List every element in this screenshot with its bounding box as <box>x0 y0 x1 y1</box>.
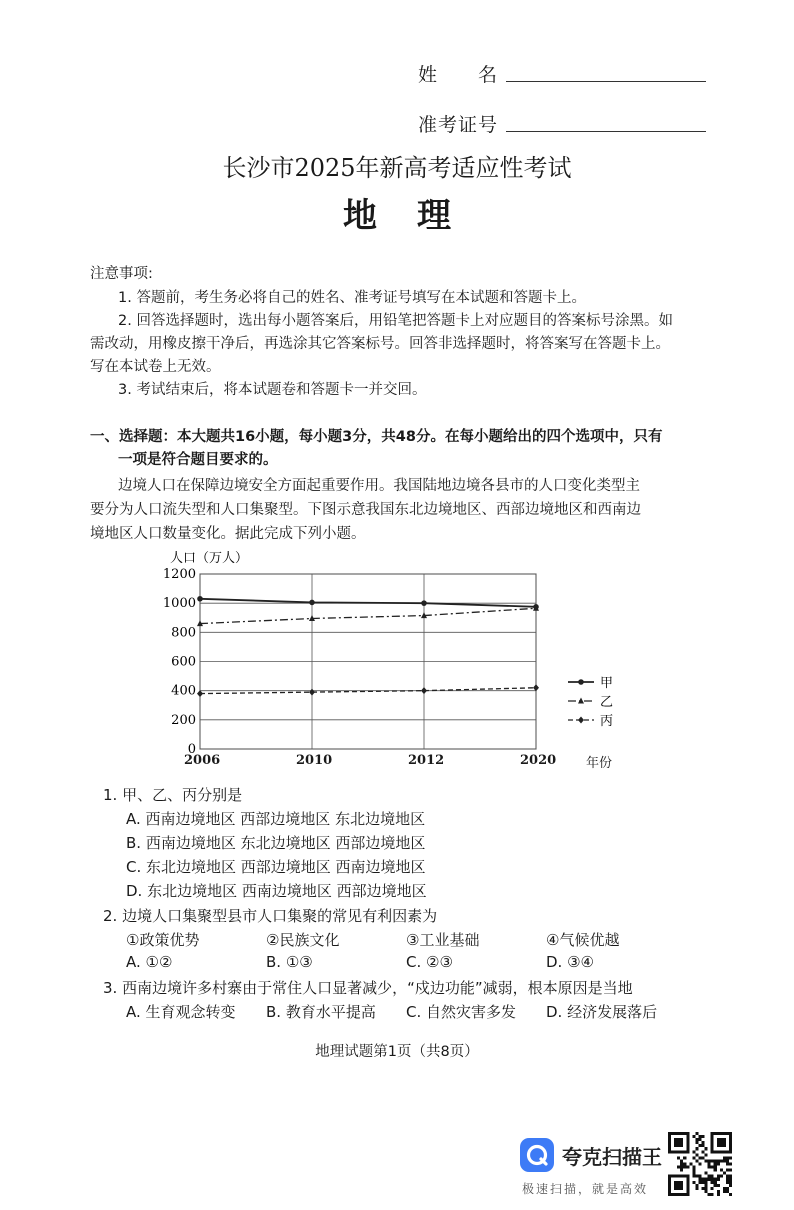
section-heading-line-2: 一项是符合题目要求的。 <box>118 452 278 468</box>
page-footer: 地理试题第1页（共8页） <box>315 1044 479 1060</box>
chart-series-line-2 <box>200 608 536 623</box>
q2-option-a: A. ①② <box>126 953 173 971</box>
watermark-slogan: 极速扫描，就是高效 <box>522 1182 649 1196</box>
population-chart <box>150 540 630 775</box>
chart-point <box>309 689 315 696</box>
q3-option-b: B. 教育水平提高 <box>266 1003 376 1021</box>
q1-option-a: A. 西南边境地区 西部边境地区 东北边境地区 <box>126 810 426 828</box>
q1-option-d: D. 东北边境地区 西南边境地区 西部边境地区 <box>126 882 427 900</box>
q2-factor-4: ④气候优越 <box>546 931 620 949</box>
chart-y-ticks <box>163 567 196 757</box>
chart-point <box>309 600 315 606</box>
q2-option-c: C. ②③ <box>406 953 453 971</box>
notice-line-4: 写在本试卷上无效。 <box>90 359 221 375</box>
watermark-brand: 夸克扫描王 <box>562 1145 662 1169</box>
chart-legend-label: 丙 <box>600 714 614 729</box>
q2-factor-1: ①政策优势 <box>126 931 200 949</box>
chart-legend-marker <box>578 698 584 704</box>
section-heading-line-1: 一、选择题：本大题共16小题，每小题3分，共48分。在每小题给出的四个选项中，只有 <box>90 429 663 445</box>
chart-x-tick-label: 2006 <box>184 753 221 768</box>
q3-option-a: A. 生育观念转变 <box>126 1003 236 1021</box>
chart-point <box>197 596 203 602</box>
name-underline <box>506 81 706 82</box>
chart-legend <box>568 676 613 729</box>
chart-x-tick-label: 2020 <box>520 753 557 768</box>
chart-x-tick-label: 2012 <box>408 753 445 768</box>
chart-legend-label: 甲 <box>600 676 614 691</box>
id-label: 准考证号 <box>418 114 499 136</box>
chart-point <box>421 687 427 694</box>
chart-y-tick-label: 400 <box>171 683 196 699</box>
q3-option-c: C. 自然灾害多发 <box>406 1003 517 1021</box>
chart-legend-label: 乙 <box>600 695 614 710</box>
q3-option-d: D. 经济发展落后 <box>546 1003 658 1021</box>
chart-legend-marker <box>578 717 584 724</box>
notice-line-2: 2. 回答选择题时，选出每小题答案后，用铅笔把答题卡上对应题目的答案标号涂黑。如 <box>118 313 673 329</box>
q1-stem: 1. 甲、乙、丙分别是 <box>103 786 243 804</box>
chart-x-tick-label: 2010 <box>296 753 333 768</box>
notice-line-1: 1. 答题前，考生务必将自己的姓名、准考证号填写在本试题和答题卡上。 <box>118 290 586 306</box>
scanner-logo-icon <box>520 1138 554 1172</box>
passage-line-3: 境地区人口数量变化。据此完成下列小题。 <box>90 526 366 542</box>
q1-option-b: B. 西南边境地区 东北边境地区 西部边境地区 <box>126 834 426 852</box>
chart-xlabel: 年份 <box>586 756 613 771</box>
q3-stem: 3. 西南边境许多村寨由于常住人口显著减少，“戍边功能”减弱，根本原因是当地 <box>103 979 633 997</box>
chart-point <box>421 600 427 606</box>
chart-y-tick-label: 1200 <box>162 567 196 582</box>
qr-code-icon <box>668 1132 732 1196</box>
name-label: 姓 名 <box>418 64 499 86</box>
id-underline <box>506 131 706 132</box>
chart-y-tick-label: 200 <box>171 712 196 728</box>
notice-line-5: 3. 考试结束后，将本试题卷和答题卡一并交回。 <box>118 382 427 398</box>
chart-y-tick-label: 600 <box>171 654 196 670</box>
passage-line-2: 要分为人口流失型和人口集聚型。下图示意我国东北边境地区、西部边境地区和西南边 <box>90 502 641 518</box>
q2-option-d: D. ③④ <box>546 953 594 971</box>
chart-y-tick-label: 0 <box>187 742 196 757</box>
chart-legend-marker <box>578 679 584 685</box>
chart-y-tick-label: 1000 <box>162 596 196 612</box>
exam-subject: 地理 <box>343 196 491 236</box>
notice-heading: 注意事项: <box>90 266 153 282</box>
passage-line-1: 边境人口在保障边境安全方面起重要作用。我国陆地边境各县市的人口变化类型主 <box>118 478 640 494</box>
q2-stem: 2. 边境人口集聚型县市人口集聚的常见有利因素为 <box>103 907 438 925</box>
chart-point <box>197 690 203 697</box>
q2-option-b: B. ①③ <box>266 953 313 971</box>
q1-option-c: C. 东北边境地区 西部边境地区 西南边境地区 <box>126 858 426 876</box>
exam-title: 长沙市2025年新高考适应性考试 <box>222 154 572 182</box>
chart-ylabel: 人口（万人） <box>170 551 249 566</box>
notice-line-3: 需改动，用橡皮擦干净后，再选涂其它答案标号。回答非选择题时，将答案写在答题卡上。 <box>90 336 670 352</box>
q2-factor-2: ②民族文化 <box>266 931 340 949</box>
chart-series <box>197 596 539 697</box>
chart-point <box>533 684 539 691</box>
chart-y-tick-label: 800 <box>171 625 196 641</box>
q2-factor-3: ③工业基础 <box>406 931 480 949</box>
